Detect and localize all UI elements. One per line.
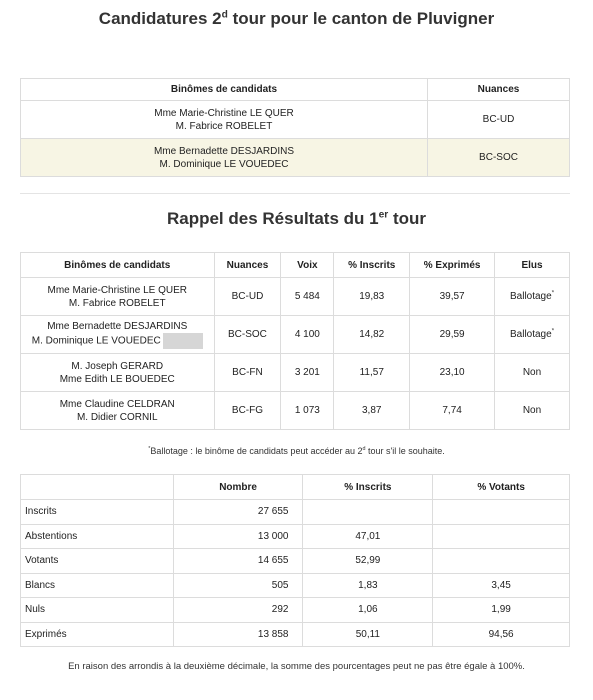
column-header-elus: Elus [495, 253, 570, 278]
row-label: Nuls [21, 598, 174, 623]
exprimes-cell: 7,74 [410, 392, 495, 430]
title-rest: tour pour le canton de Pluvigner [227, 9, 495, 28]
note-text: Ballotage : le binôme de candidats peut accéder au 2 [150, 446, 363, 456]
inscrits-cell: 3,87 [334, 392, 410, 430]
candidate-name: M. Fabrice ROBELET [68, 297, 166, 309]
column-header-nuances: Nuances [214, 253, 281, 278]
title-main: Rappel des Résultats du 1 [166, 209, 379, 228]
exprimes-cell: 39,57 [410, 278, 495, 316]
title-sup: d [221, 9, 228, 21]
nombre-cell: 27 655 [173, 500, 303, 525]
candidate-name: Mme Marie-Christine LE QUER [154, 107, 294, 119]
inscrits-cell: 50,11 [303, 622, 433, 647]
table-row [21, 354, 570, 392]
table-row [21, 549, 570, 574]
table-row [21, 316, 570, 354]
votants-cell: 1,99 [433, 598, 570, 623]
candidate-name: M. Joseph GERARD [71, 360, 164, 372]
inscrits-cell [303, 500, 433, 525]
section-title [0, 209, 593, 229]
voix-cell: 5 484 [281, 278, 334, 316]
redaction-block [163, 333, 203, 349]
row-label: Votants [21, 549, 174, 574]
table-header-row [21, 79, 570, 101]
voix-cell: 4 100 [281, 316, 334, 354]
candidate-name: M. Dominique LE VOUEDEC [31, 335, 161, 347]
inscrits-cell: 52,99 [303, 549, 433, 574]
nombre-cell: 292 [173, 598, 303, 623]
candidate-name: Mme Edith LE BOUEDEC [59, 373, 175, 385]
title-rest: tour [388, 209, 427, 228]
column-header-exprimes: % Exprimés [410, 253, 495, 278]
title-sup: er [378, 209, 389, 221]
title-main: Candidatures 2 [98, 9, 222, 28]
inscrits-cell: 1,83 [303, 573, 433, 598]
row-label: Abstentions [21, 524, 174, 549]
binome-cell [21, 278, 215, 316]
column-header-inscrits: % Inscrits [303, 475, 433, 500]
votants-cell [433, 500, 570, 525]
nuance-cell: BC-SOC [214, 316, 281, 354]
nuance-cell: BC-UD [428, 101, 570, 139]
column-header-nuances: Nuances [428, 79, 570, 101]
binome-cell [21, 316, 215, 354]
footnote-marker: * [551, 290, 555, 297]
nuance-cell: BC-FN [214, 354, 281, 392]
candidate-name: M. Dominique LE VOUEDEC [159, 158, 289, 170]
table-row [21, 598, 570, 623]
votants-cell: 3,45 [433, 573, 570, 598]
nuance-cell: BC-FG [214, 392, 281, 430]
table-row [21, 622, 570, 647]
row-label: Exprimés [21, 622, 174, 647]
candidate-name: Mme Bernadette DESJARDINS [153, 145, 295, 157]
binome-cell [21, 354, 215, 392]
nombre-cell: 505 [173, 573, 303, 598]
inscrits-cell: 19,83 [334, 278, 410, 316]
votants-cell: 94,56 [433, 622, 570, 647]
nombre-cell: 13 858 [173, 622, 303, 647]
ballotage-note [0, 446, 593, 456]
column-header-votants: % Votants [433, 475, 570, 500]
candidate-name: M. Fabrice ROBELET [175, 120, 273, 132]
inscrits-cell: 11,57 [334, 354, 410, 392]
elus-cell: Non [495, 392, 570, 430]
table-row [21, 139, 570, 177]
candidate-name: M. Didier CORNIL [76, 411, 158, 423]
candidate-name: Mme Claudine CELDRAN [59, 398, 175, 410]
footnote-marker: * [148, 446, 151, 452]
votants-cell [433, 524, 570, 549]
elus-cell [495, 278, 570, 316]
candidate-name: Mme Bernadette DESJARDINS [47, 321, 188, 332]
divider [20, 193, 570, 194]
rounding-note: En raison des arrondis à la deuxième décimale, la somme des pourcentages peut ne pas être égale à 100%. [68, 661, 525, 672]
row-label: Inscrits [21, 500, 174, 525]
table-header-row [21, 253, 570, 278]
column-header-empty [21, 475, 174, 500]
column-header-binomes: Binômes de candidats [21, 79, 428, 101]
results-table [20, 252, 570, 430]
exprimes-cell: 23,10 [410, 354, 495, 392]
nuance-cell: BC-UD [214, 278, 281, 316]
page-title [0, 9, 593, 29]
elus-cell [495, 316, 570, 354]
voix-cell: 3 201 [281, 354, 334, 392]
table-header-row [21, 475, 570, 500]
elus-value: Ballotage [509, 291, 552, 302]
elus-cell: Non [495, 354, 570, 392]
column-header-inscrits: % Inscrits [334, 253, 410, 278]
inscrits-cell: 47,01 [303, 524, 433, 549]
binome-cell [21, 139, 428, 177]
binome-cell [21, 101, 428, 139]
footnote-marker: * [551, 328, 555, 335]
nombre-cell: 13 000 [173, 524, 303, 549]
table-row [21, 500, 570, 525]
exprimes-cell: 29,59 [410, 316, 495, 354]
inscrits-cell: 14,82 [334, 316, 410, 354]
elus-value: Ballotage [509, 329, 552, 340]
participation-table [20, 474, 570, 647]
column-header-binomes: Binômes de candidats [21, 253, 215, 278]
note-sup: d [362, 446, 366, 452]
nuance-cell: BC-SOC [428, 139, 570, 177]
binome-cell [21, 392, 215, 430]
candidate-name: Mme Marie-Christine LE QUER [47, 284, 187, 296]
table-row [21, 278, 570, 316]
note-text-end: tour s'il le souhaite. [365, 446, 445, 456]
row-label: Blancs [21, 573, 174, 598]
inscrits-cell: 1,06 [303, 598, 433, 623]
column-header-voix: Voix [281, 253, 334, 278]
nombre-cell: 14 655 [173, 549, 303, 574]
table-row [21, 392, 570, 430]
table-row [21, 573, 570, 598]
votants-cell [433, 549, 570, 574]
voix-cell: 1 073 [281, 392, 334, 430]
candidates-table [20, 78, 570, 177]
table-row [21, 524, 570, 549]
column-header-nombre: Nombre [173, 475, 303, 500]
table-row [21, 101, 570, 139]
